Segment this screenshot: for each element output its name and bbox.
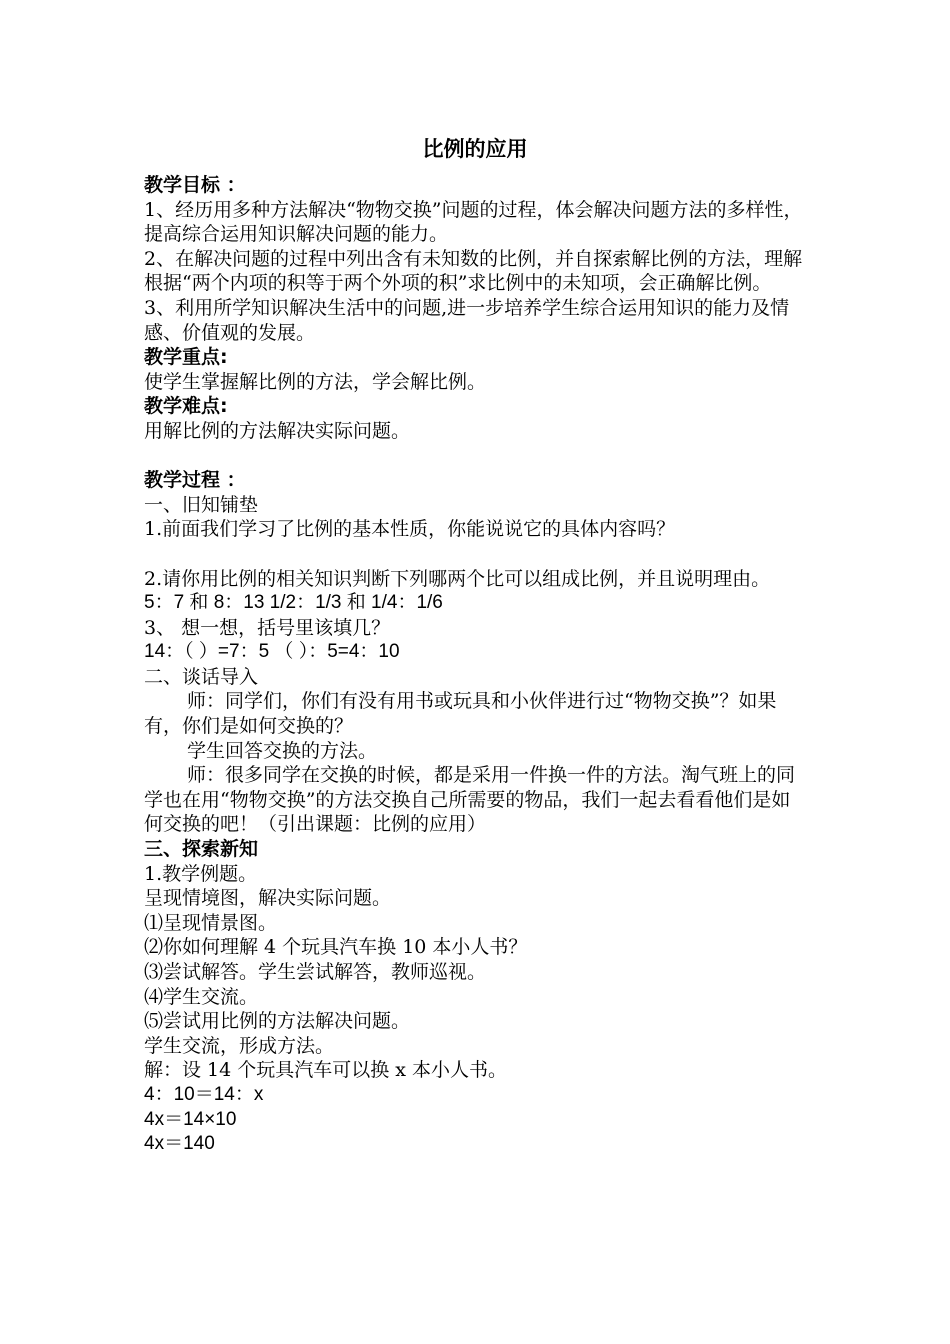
spacer xyxy=(144,444,808,469)
process-heading: 教学过程 ： xyxy=(144,469,246,492)
section3-line: ⑸尝试用比例的方法解决问题。 xyxy=(144,1010,411,1033)
question-1: 1.前面我们学习了比例的基本性质，你能说说它的具体内容吗？ xyxy=(144,518,676,541)
section3-line: ⑴呈现情景图。 xyxy=(144,911,278,934)
section3-line: 呈现情境图，解决实际问题。 xyxy=(144,887,392,910)
goal-item: 2、在解决问题的过程中列出含有未知数的比例，并自探索解比例的方法，理解根据“两个内项的积等于两个外项的积”求比例中的未知项，会正确解比例。 xyxy=(144,247,803,295)
dialogue-students: 学生回答交换的方法。 xyxy=(187,739,378,762)
spacer xyxy=(144,542,808,567)
section2-heading: 二、谈话导入 xyxy=(144,665,259,688)
section3-line: ⑷学生交流。 xyxy=(144,985,259,1008)
equation-2: 4x＝14×10 xyxy=(144,1108,237,1130)
question-2: 2.请你用比例的相关知识判断下列哪两个比可以组成比例，并且说明理由。 xyxy=(144,567,771,590)
goal-item: 3、利用所学知识解决生活中的问题,进一步培养学生综合运用知识的能力及情感、价值观的发展。 xyxy=(144,296,790,344)
section3-line: 1.教学例题。 xyxy=(144,862,258,885)
section3-line: 学生交流，形成方法。 xyxy=(144,1034,335,1057)
difficulty-text: 用解比例的方法解决实际问题。 xyxy=(144,419,411,442)
ratio-pairs xyxy=(144,591,808,616)
dialogue-teacher-1: 师：同学们，你们有没有用书或玩具和小伙伴进行过“物物交换”？如果有，你们是如何交换的？ xyxy=(144,690,777,738)
key-text: 使学生掌握解比例的方法，学会解比例。 xyxy=(144,370,487,393)
difficulty-heading: 教学难点: xyxy=(144,395,228,418)
goal-item: 1、经历用多种方法解决“物物交换”问题的过程，体会解决问题方法的多样性，提高综合运用知识解决问题的能力。 xyxy=(144,198,803,246)
fill-blanks: 14：（ ）=7：5 （ ）：5=4：10 xyxy=(144,641,400,663)
question-3: 3、 想一想，括号里该填几？ xyxy=(144,616,391,639)
section3-line: ⑶尝试解答。学生尝试解答，教师巡视。 xyxy=(144,961,487,983)
equation-1: 4：10＝14：x xyxy=(144,1083,264,1105)
section3-line: 解：设 14 个玩具汽车可以换 x 本小人书。 xyxy=(144,1059,508,1082)
section3-heading: 三、探索新知 xyxy=(144,838,259,861)
section1-heading: 一、旧知铺垫 xyxy=(144,493,259,516)
goals-heading: 教学目标 ： xyxy=(144,174,246,196)
equation-3: 4x＝140 xyxy=(144,1133,215,1155)
key-heading: 教学重点: xyxy=(144,346,228,369)
section3-line: ⑵你如何理解 4 个玩具汽车换 10 本小人书？ xyxy=(144,936,528,959)
document-title: 比例的应用 xyxy=(422,137,528,161)
dialogue-teacher-2: 师：很多同学在交换的时候，都是采用一件换一件的方法。淘气班上的同学也在用“物物交换”的方法交换自己所需要的物品，我们一起去看看他们是如何交换的吧！（引出课题：比例的应用） xyxy=(144,764,796,836)
document-body xyxy=(144,173,808,1157)
ratio-pairs-text: 5：7 和 8：13 1/2：1/3 和 1/4：1/6 xyxy=(144,592,443,614)
